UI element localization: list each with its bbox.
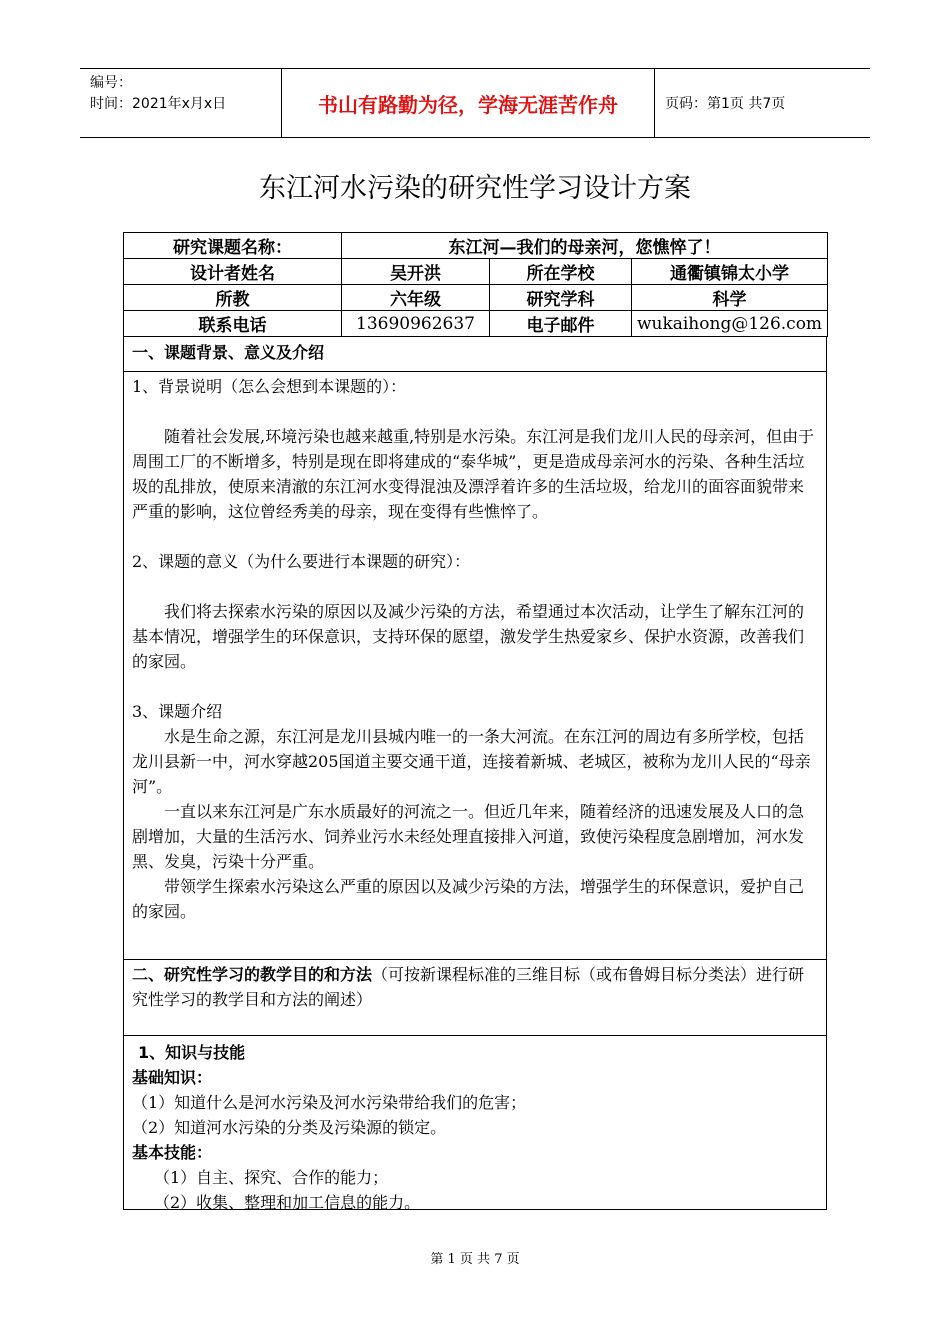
page-header [80, 68, 870, 138]
section2-heading-block [124, 960, 826, 1012]
basic-skill-label: 基本技能： [132, 1143, 213, 1162]
intro-paragraph-2: 一直以来东江河是广东水质最好的河流之一。但近几年来，随着经济的迅速发展及人口的急剧增加，大量的生活污水、饲养业污水未经处理直接排入河道，致使污染程度急剧增加，河水发黑、发臭，污染十分严重。 [132, 802, 805, 871]
designer-label: 设计者姓名 [124, 259, 342, 285]
time-label: 时间：2021年x月x日 [90, 96, 227, 112]
document-title: 东江河水污染的研究性学习设计方案 [259, 173, 691, 204]
subject-label: 研究学科 [490, 285, 632, 311]
email-label: 电子邮件 [490, 311, 632, 337]
knowledge-item-2: （2）知道河水污染的分类及污染源的锁定。 [132, 1118, 447, 1137]
section3-cell [123, 1036, 827, 1210]
section1-body [123, 372, 827, 960]
skill-item-2: （2）收集、整理和加工信息的能力。 [154, 1193, 421, 1212]
section2-note: （可按新课程标准的三维目标（或布鲁姆目标分类法）进行研究性学习的教学目和方法的阐述） [132, 965, 805, 1009]
page-footer: 第 1 页 共 7 页 [430, 1252, 520, 1267]
grade-value: 六年级 [342, 285, 490, 311]
header-meta [90, 73, 226, 115]
skill-item-1: （1）自主、探究、合作的能力； [154, 1168, 389, 1187]
subject-value: 科学 [632, 285, 828, 311]
section1-heading-cell [123, 336, 827, 372]
background-text: 随着社会发展,环境污染也越来越重,特别是水污染。东江河是我们龙川人民的母亲河，但由于周围工厂的不断增多，特别是现在即将建成的“泰华城”，更是造成母亲河水的污染、各种生活垃圾的乱排放，使原来清澈的东江河水变得混浊及漂浮着许多的生活垃圾，给龙川的面容面貌带来严重的影响，这位曾经秀美的母亲，现在变得有些憔悴了。 [132, 427, 815, 521]
knowledge-skills-title: 1、知识与技能 [138, 1043, 246, 1062]
topic-label: 研究课题名称： [124, 233, 342, 259]
topic-value: 东江河—我们的母亲河，您憔悴了！ [342, 233, 828, 259]
table-row [124, 311, 828, 337]
intro-paragraph-3: 带领学生探索水污染这么严重的原因以及减少污染的方法，增强学生的环保意识，爱护自己的家园。 [132, 877, 805, 921]
table-row [124, 285, 828, 311]
significance-title: 2、课题的意义（为什么要进行本课题的研究）： [132, 552, 471, 571]
school-label: 所在学校 [490, 259, 632, 285]
designer-value: 吴开洪 [342, 259, 490, 285]
section2-heading: 二、研究性学习的教学目的和方法 [132, 965, 373, 984]
section1-heading: 一、课题背景、意义及介绍 [132, 343, 325, 362]
email-value: wukaihong@126.com [632, 311, 828, 337]
number-label: 编号： [90, 75, 132, 91]
intro-paragraph-1: 水是生命之源，东江河是龙川县城内唯一的一条大河流。在东江河的周边有多所学校，包括龙川县新一中，河水穿越205国道主要交通干道，连接着新城、老城区，被称为龙川人民的“母亲河”。 [132, 727, 811, 796]
page-info: 页码：第1页 共7页 [665, 96, 786, 112]
section2-cell [123, 960, 827, 1036]
phone-label: 联系电话 [124, 311, 342, 337]
knowledge-item-1: （1）知道什么是河水污染及河水污染带给我们的危害； [132, 1093, 527, 1112]
basic-knowledge-label: 基础知识： [132, 1068, 213, 1087]
phone-value: 13690962637 [342, 311, 490, 337]
significance-text: 我们将去探索水污染的原因以及减少污染的方法，希望通过本次活动，让学生了解东江河的基本情况，增强学生的环保意识，支持环保的愿望，激发学生热爱家乡、保护水资源，改善我们的家园。 [132, 602, 805, 671]
school-value: 通衢镇锦太小学 [632, 259, 828, 285]
info-table [123, 232, 828, 337]
intro-title: 3、课题介绍 [132, 702, 223, 721]
motto: 书山有路勤为径，学海无涯苦作舟 [281, 69, 655, 137]
background-title: 1、背景说明（怎么会想到本课题的）： [132, 377, 407, 396]
table-row [124, 259, 828, 285]
table-row [124, 233, 828, 259]
grade-label: 所教 [124, 285, 342, 311]
